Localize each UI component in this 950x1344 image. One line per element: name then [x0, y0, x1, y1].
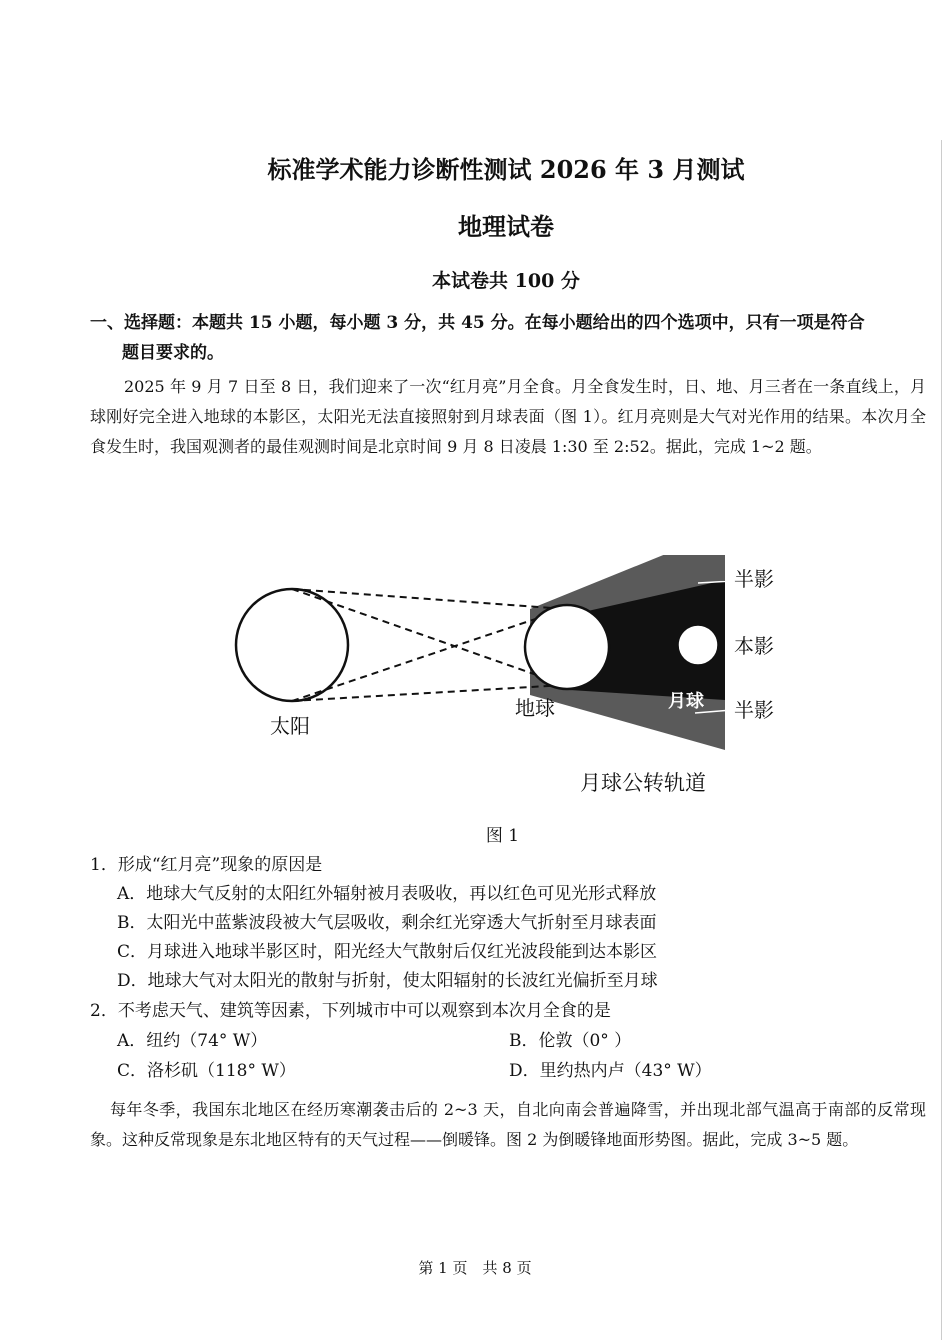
moon-circle: [678, 625, 718, 665]
section-heading-line1: 一、选择题：本题共 15 小题，每小题 3 分，共 45 分。在每小题给出的四个选项中，只有一项是符合: [90, 313, 865, 333]
scan-edge: [941, 140, 942, 1340]
sun-circle: [236, 589, 348, 701]
question-2-option-b: B．伦敦（0° ）: [509, 1031, 632, 1051]
section-heading-line2: 题目要求的。: [122, 343, 224, 363]
question-2-option-c: C．洛杉矶（118° W）: [117, 1061, 296, 1081]
umbra-label: 本影: [734, 634, 774, 658]
question-1-option-d: D．地球大气对太阳光的散射与折射，使太阳辐射的长波红光偏折至月球: [117, 971, 658, 991]
orbit-label: 月球公转轨道: [580, 771, 706, 795]
moon-label: 月球: [668, 691, 704, 712]
question-1-stem: 1．形成“红月亮”现象的原因是: [90, 855, 323, 875]
penumbra-top-label: 半影: [734, 567, 774, 591]
exam-title: 标准学术能力诊断性测试 2026 年 3 月测试: [267, 155, 745, 184]
section-heading: [90, 308, 930, 368]
subject-title: 地理试卷: [458, 212, 554, 241]
question-2-option-d: D．里约热内卢（43° W）: [509, 1061, 712, 1081]
passage-2: 每年冬季，我国东北地区在经历寒潮袭击后的 2~3 天，自北向南会普遍降雪，并出现北部气温高于南部的反常现象。这种反常现象是东北地区特有的天气过程——倒暖锋。图 2 为倒暖锋地面形势图。据此，完成 3~5 题。: [90, 1100, 926, 1149]
total-score: 本试卷共 100 分: [432, 270, 580, 292]
question-2-stem: 2．不考虑天气、建筑等因素，下列城市中可以观察到本次月全食的是: [90, 1001, 611, 1021]
earth-circle: [525, 605, 609, 689]
question-1-option-b: B．太阳光中蓝紫波段被大气层吸收，剩余红光穿透大气折射至月球表面: [117, 913, 657, 933]
eclipse-diagram: [220, 555, 820, 815]
passage-1: 2025 年 9 月 7 日至 8 日，我们迎来了一次“红月亮”月全食。月全食发生时，日、地、月三者在一条直线上，月球刚好完全进入地球的本影区，太阳光无法直接照射到月球表面（图 1）。红月亮则是大气对光作用的结果。本次月全食发生时，我国观测者的最佳观测时间是北京时间 9 月 8 日凌晨 1:30 至 2:52。据此，完成 1~2 题。: [90, 377, 926, 456]
sun-label: 太阳: [270, 714, 310, 738]
penumbra-bottom-label: 半影: [734, 698, 774, 722]
question-1-option-c: C．月球进入地球半影区时，阳光经大气散射后仅红光波段能到达本影区: [117, 942, 658, 962]
figure-caption: 图 1: [485, 826, 520, 846]
earth-label: 地球: [515, 696, 555, 720]
question-2-option-a: A．纽约（74° W）: [117, 1031, 268, 1051]
page-number: 第 1 页 共 8 页: [418, 1259, 532, 1277]
question-1-option-a: A．地球大气反射的太阳红外辐射被月表吸收，再以红色可见光形式释放: [117, 884, 657, 904]
